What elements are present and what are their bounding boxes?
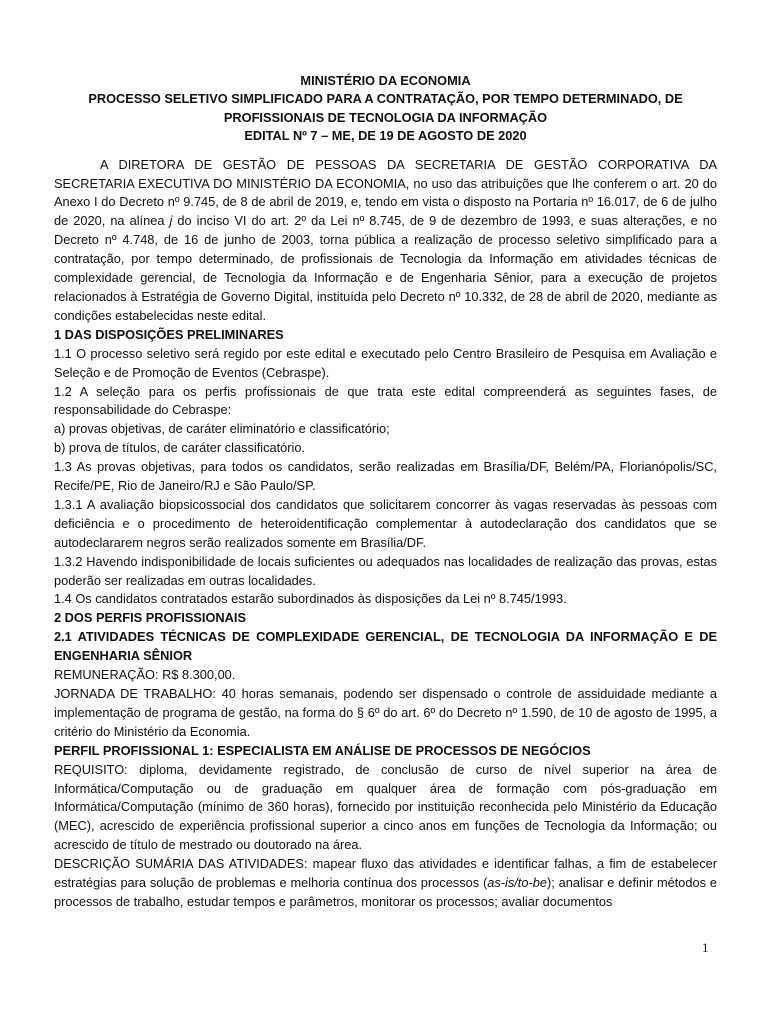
remuneracao: REMUNERAÇÃO: R$ 8.300,00. bbox=[54, 667, 236, 683]
descricao-italic: as-is/to-be bbox=[487, 875, 547, 891]
descricao-text-part2: ); analisar e definir métodos e processos de trabalho, estudar tempos e parâmetros, monitorar os processos; avaliar documentos bbox=[54, 875, 717, 909]
edital-number: EDITAL Nº 7 – ME, DE 19 DE AGOSTO DE 2020 bbox=[244, 128, 527, 144]
paragraph-1-4: 1.4 Os candidatos contratados estarão subordinados às disposições da Lei nº 8.745/1993. bbox=[54, 591, 567, 607]
preamble-text-part2: do inciso VI do art. 2º da Lei nº 8.745, de 9 de dezembro de 1993, e suas alterações, e no Decreto nº 4.748, de 16 de junho de 2003, torna pública a realização de processo seletivo simplificado para a contratação, por tempo determinado, de profissionais de Tecnologia da Informação em atividades técnicas de complexidade gerencial, de Tecnologia da Informação e de Engenharia Sênior, para a execução de projetos relacionados à Estratégia de Governo Digital, instituída pelo Decreto nº 10.332, de 28 de abril de 2020, mediante as condições estabelecidas neste edital. bbox=[54, 213, 717, 323]
descricao-text-part1: DESCRIÇÃO SUMÁRIA DAS ATIVIDADES: mapear fluxo das atividades e identificar falhas, a fim de estabelecer estratégias para solução de problemas e melhoria contínua dos processos ( bbox=[54, 856, 717, 891]
process-title-line2: PROFISSIONAIS DE TECNOLOGIA DA INFORMAÇÃO bbox=[223, 109, 548, 125]
page-number: 1 bbox=[702, 940, 709, 955]
subsection-2-1-title: 2.1 ATIVIDADES TÉCNICAS DE COMPLEXIDADE GERENCIAL, DE TECNOLOGIA DA INFORMAÇÃO E DE ENGENHARIA SÊNIOR bbox=[54, 629, 717, 664]
paragraph-1-3: 1.3 As provas objetivas, para todos os candidatos, serão realizadas em Brasília/DF, Belém/PA, Florianópolis/SC, Recife/PE, Rio de Janeiro/RJ e São Paulo/SP. bbox=[54, 459, 717, 494]
document-page bbox=[54, 72, 717, 912]
paragraph-1-3-1: 1.3.1 A avaliação biopsicossocial dos candidatos que solicitarem concorrer às vagas reservadas às pessoas com deficiência e o procedimento de heteroidentificação complementar à autodeclaração dos candidatos que se autodeclararem negros serão realizados somente em Brasília/DF. bbox=[54, 496, 717, 550]
paragraph-1-1: 1.1 O processo seletivo será regido por este edital e executado pelo Centro Brasileiro de Pesquisa em Avaliação e Seleção e de Promoção de Eventos (Cebraspe). bbox=[54, 345, 717, 380]
preamble-paragraph bbox=[54, 156, 717, 326]
ministry-name: MINISTÉRIO DA ECONOMIA bbox=[300, 73, 471, 88]
perfil-profissional-1-title: PERFIL PROFISSIONAL 1: ESPECIALISTA EM ANÁLISE DE PROCESSOS DE NEGÓCIOS bbox=[54, 742, 591, 758]
process-title-line1: PROCESSO SELETIVO SIMPLIFICADO PARA A CONTRATAÇÃO, POR TEMPO DETERMINADO, DE bbox=[88, 91, 683, 107]
preamble-italic: j bbox=[169, 213, 173, 229]
paragraph-1-2: 1.2 A seleção para os perfis profissionais de que trata este edital compreenderá as seguintes fases, de responsabilidade do Cebraspe: bbox=[54, 383, 717, 418]
section2-title: 2 DOS PERFIS PROFISSIONAIS bbox=[54, 610, 246, 626]
preamble-text-part1: A DIRETORA DE GESTÃO DE PESSOAS DA SECRETARIA DE GESTÃO CORPORATIVA DA SECRETARIA EXECUTIVA DO MINISTÉRIO DA ECONOMIA, no uso das atribuições que lhe conferem o art. 20 do Anexo I do Decreto nº 9.745, de 8 de abril de 2019, e, tendo em vista o disposto na Portaria nº 16.017, de 6 de julho de 2020, na alínea bbox=[54, 156, 717, 229]
section1-title: 1 DAS DISPOSIÇÕES PRELIMINARES bbox=[54, 326, 284, 342]
paragraph-1-2-b: b) prova de títulos, de caráter classificatório. bbox=[54, 440, 306, 456]
paragraph-1-2-a: a) provas objetivas, de caráter eliminatório e classificatório; bbox=[54, 421, 390, 437]
requisito: REQUISITO: diploma, devidamente registrado, de conclusão de curso de nível superior na área de Informática/Computação ou de graduação em qualquer área de formação com pós-graduação em Informática/Computação (mínimo de 360 horas), fornecido por instituição reconhecida pelo Ministério da Educação (MEC), acrescido de experiência profissional superior a cinco anos em funções de Tecnologia da Informação; ou acrescido de título de mestrado ou doutorado na área. bbox=[54, 761, 717, 853]
descricao-atividades bbox=[54, 855, 717, 912]
document-header bbox=[54, 72, 717, 146]
jornada-de-trabalho: JORNADA DE TRABALHO: 40 horas semanais, podendo ser dispensado o controle de assiduidade mediante a implementação de programa de gestão, na forma do § 6º do art. 6º do Decreto nº 1.590, de 10 de agosto de 1995, a critério do Ministério da Economia. bbox=[54, 686, 717, 739]
paragraph-1-3-2: 1.3.2 Havendo indisponibilidade de locais suficientes ou adequados nas localidades de realização das provas, estas poderão ser realizadas em outras localidades. bbox=[54, 553, 717, 588]
